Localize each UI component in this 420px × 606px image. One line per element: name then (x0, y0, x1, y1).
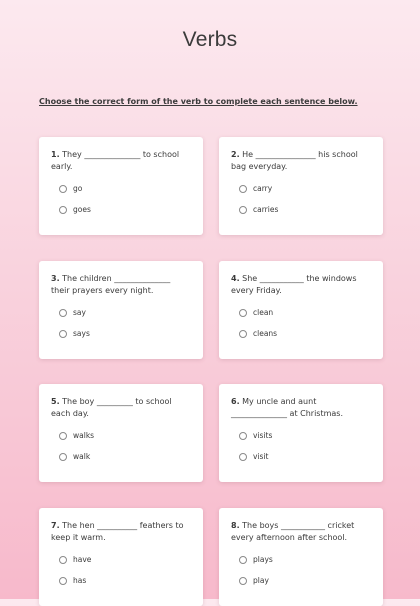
radio-button[interactable] (239, 185, 247, 193)
question-number: 8. (231, 521, 240, 530)
option-label: walks (73, 431, 95, 440)
instructions: Choose the correct form of the verb to complete each sentence below. (39, 97, 358, 106)
option-label: clean (253, 308, 274, 317)
question-number: 5. (51, 397, 60, 406)
radio-button[interactable] (59, 309, 67, 317)
option-label: goes (73, 205, 91, 214)
radio-button[interactable] (59, 432, 67, 440)
question-text (51, 520, 191, 544)
option-label: has (73, 576, 87, 585)
question-card-1 (39, 137, 203, 235)
question-sentence: They ______________ to school early. (51, 150, 180, 171)
question-number: 6. (231, 397, 240, 406)
question-sentence: The boy _________ to school each day. (51, 397, 172, 418)
question-card-5 (39, 384, 203, 482)
question-card-4 (219, 261, 383, 359)
question-text (231, 149, 371, 173)
question-card-2 (219, 137, 383, 235)
question-number: 2. (231, 150, 240, 159)
option-label: carries (253, 205, 279, 214)
option-label: say (73, 308, 86, 317)
question-text (231, 520, 371, 544)
answer-option[interactable] (239, 576, 269, 585)
question-card-7 (39, 508, 203, 606)
radio-button[interactable] (59, 453, 67, 461)
question-sentence: My uncle and aunt ______________ at Christmas. (231, 397, 344, 418)
answer-option[interactable] (239, 184, 272, 193)
question-sentence: The hen __________ feathers to keep it warm. (51, 521, 184, 542)
radio-button[interactable] (239, 432, 247, 440)
question-sentence: He _______________ his school bag everyday. (231, 150, 358, 171)
question-number: 4. (231, 274, 240, 283)
radio-button[interactable] (239, 577, 247, 585)
radio-button[interactable] (59, 577, 67, 585)
option-label: plays (253, 555, 273, 564)
question-card-3 (39, 261, 203, 359)
question-text (231, 396, 371, 420)
radio-button[interactable] (239, 453, 247, 461)
option-label: visit (253, 452, 269, 461)
answer-option[interactable] (59, 576, 86, 585)
answer-option[interactable] (239, 452, 268, 461)
answer-option[interactable] (239, 205, 278, 214)
question-text (51, 273, 191, 297)
question-text (231, 273, 371, 297)
page-title: Verbs (182, 28, 238, 51)
option-label: have (73, 555, 92, 564)
question-sentence: The boys ___________ cricket every afternoon after school. (231, 521, 355, 542)
question-number: 1. (51, 150, 60, 159)
radio-button[interactable] (59, 556, 67, 564)
answer-option[interactable] (239, 308, 273, 317)
option-label: carry (253, 184, 273, 193)
radio-button[interactable] (59, 330, 67, 338)
option-label: walk (73, 452, 91, 461)
radio-button[interactable] (239, 206, 247, 214)
answer-option[interactable] (59, 205, 91, 214)
radio-button[interactable] (239, 556, 247, 564)
question-number: 3. (51, 274, 60, 283)
question-card-6 (219, 384, 383, 482)
radio-button[interactable] (59, 206, 67, 214)
answer-option[interactable] (59, 329, 90, 338)
question-number: 7. (51, 521, 60, 530)
option-label: go (73, 184, 83, 193)
radio-button[interactable] (239, 309, 247, 317)
answer-option[interactable] (59, 431, 94, 440)
answer-option[interactable] (59, 184, 82, 193)
answer-option[interactable] (239, 329, 277, 338)
option-label: visits (253, 431, 273, 440)
answer-option[interactable] (59, 308, 86, 317)
radio-button[interactable] (239, 330, 247, 338)
question-sentence: She ___________ the windows every Friday. (231, 274, 357, 295)
question-text (51, 396, 191, 420)
question-card-8 (219, 508, 383, 606)
option-label: cleans (253, 329, 278, 338)
radio-button[interactable] (59, 185, 67, 193)
option-label: play (253, 576, 269, 585)
question-sentence: The children ______________ their prayers every night. (51, 274, 171, 295)
answer-option[interactable] (59, 452, 90, 461)
answer-option[interactable] (239, 431, 272, 440)
option-label: says (73, 329, 90, 338)
answer-option[interactable] (59, 555, 91, 564)
question-text (51, 149, 191, 173)
answer-option[interactable] (239, 555, 273, 564)
